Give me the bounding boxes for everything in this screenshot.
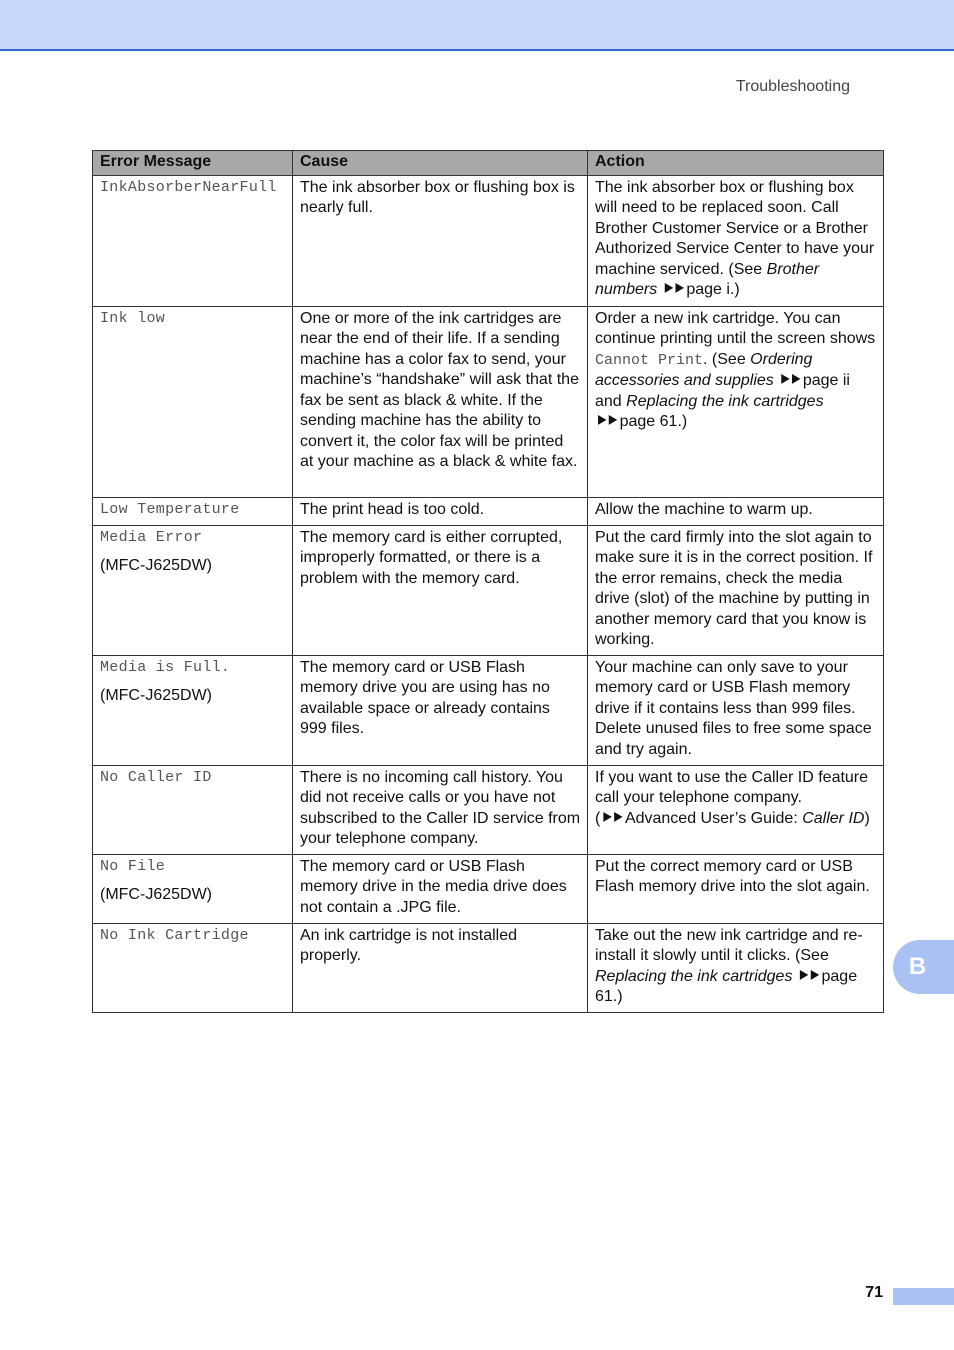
action-text: Put the correct memory card or USB Flash memory drive into the slot again.	[595, 857, 870, 895]
action-text: Cannot Print	[595, 351, 704, 369]
double-arrow-icon: ⯈⯈	[595, 413, 617, 430]
error-message-cell	[93, 923, 293, 1012]
action-text: Replacing the ink cartridges	[595, 967, 793, 985]
action-cell	[588, 854, 884, 923]
action-text: The ink absorber box or flushing box will need to be replaced soon. Call Brother Customer Service or a Brother Authorized Service Center to have your machine serviced. (See	[595, 178, 875, 278]
column-header-cause: Cause	[293, 151, 588, 176]
error-message-cell	[93, 175, 293, 306]
action-text: page i.)	[686, 281, 740, 298]
action-text: Advanced User’s Guide:	[624, 809, 803, 827]
header-band	[0, 0, 954, 51]
error-code: Media Error	[100, 528, 203, 546]
error-code: No Caller ID	[100, 768, 212, 786]
column-header-error-message: Error Message	[93, 151, 293, 176]
error-code: InkAbsorberNearFull	[100, 178, 277, 196]
footer-bar	[893, 1288, 954, 1305]
error-code: Ink low	[100, 309, 166, 327]
table-row	[93, 655, 884, 765]
model-note: (MFC-J625DW)	[100, 557, 212, 574]
table-row	[93, 923, 884, 1012]
cause-cell: The memory card is either corrupted, improperly formatted, or there is a problem with the memory card.	[293, 525, 588, 655]
model-note: (MFC-J625DW)	[100, 687, 212, 704]
action-text: Replacing the ink cartridges	[626, 392, 824, 410]
double-arrow-icon: ⯈⯈	[661, 281, 684, 298]
cause-cell: The ink absorber box or flushing box is nearly full.	[293, 175, 588, 306]
action-text: page ii and	[595, 372, 850, 410]
action-text: Caller ID	[802, 809, 865, 827]
action-cell	[588, 923, 884, 1012]
page-number: 71	[865, 1284, 883, 1301]
action-cell	[588, 175, 884, 306]
error-code: No File	[100, 857, 166, 875]
action-text: Ordering accessories and supplies	[595, 350, 813, 389]
error-code: Low Temperature	[100, 500, 240, 518]
error-message-cell	[93, 497, 293, 525]
cause-cell: An ink cartridge is not installed properly.	[293, 923, 588, 1012]
cause-cell: The memory card or USB Flash memory drive you are using has no available space or already contains 999 files.	[293, 655, 588, 765]
table-row	[93, 497, 884, 525]
cause-cell: There is no incoming call history. You did not receive calls or you have not subscribed to the Caller ID service from your telephone company.	[293, 765, 588, 854]
section-title: Troubleshooting	[735, 78, 850, 95]
action-text: . (See	[703, 350, 751, 368]
error-message-cell	[93, 306, 293, 497]
action-text: Order a new ink cartridge. You can continue printing until the screen shows	[595, 309, 876, 347]
action-text: Your machine can only save to your memory card or USB Flash memory drive if it contains less than 999 files. Delete unused files to free some space and try again.	[595, 658, 872, 758]
cause-cell: The print head is too cold.	[293, 497, 588, 525]
action-cell	[588, 655, 884, 765]
table-row	[93, 525, 884, 655]
error-message-cell	[93, 854, 293, 923]
table-row	[93, 765, 884, 854]
error-code: Media is Full.	[100, 658, 231, 676]
chapter-tab: B	[893, 940, 954, 994]
double-arrow-icon: ⯈⯈	[796, 967, 819, 985]
table-row	[93, 854, 884, 923]
action-text: Allow the machine to warm up.	[595, 500, 813, 518]
error-code: No Ink Cartridge	[100, 926, 249, 944]
action-cell	[588, 306, 884, 497]
action-text: )	[864, 809, 870, 827]
column-header-action: Action	[588, 151, 884, 176]
action-cell	[588, 765, 884, 854]
table-row	[93, 175, 884, 306]
cause-cell: The memory card or USB Flash memory drive in the media drive does not contain a .JPG file.	[293, 854, 588, 923]
action-text: If you want to use the Caller ID feature call your telephone company. (	[595, 768, 869, 827]
model-note: (MFC-J625DW)	[100, 886, 212, 903]
cause-cell: One or more of the ink cartridges are near the end of their life. If a sending machine has a color fax to send, your machine’s “handshake” will ask that the fax be sent as black & white. If the sending machine has the ability to convert it, the color fax will be printed at your machine as a black & white fax.	[293, 306, 588, 497]
double-arrow-icon: ⯈⯈	[778, 372, 800, 389]
table-row	[93, 306, 884, 497]
action-text: page 61.)	[595, 967, 858, 1005]
action-text: Brother numbers	[595, 260, 820, 298]
error-message-cell	[93, 765, 293, 854]
action-cell	[588, 497, 884, 525]
action-text: Put the card firmly into the slot again to make sure it is in the correct position. If the error remains, check the media drive (slot) of the machine by putting in another memory card that you know is working.	[595, 528, 873, 648]
action-text: page 61.)	[619, 413, 688, 430]
double-arrow-icon: ⯈⯈	[600, 809, 622, 827]
action-text: Take out the new ink cartridge and re-install it slowly until it clicks. (See	[595, 926, 863, 964]
table-header-row	[93, 151, 884, 176]
action-cell	[588, 525, 884, 655]
error-message-table	[92, 150, 884, 1013]
error-message-cell	[93, 655, 293, 765]
error-message-cell	[93, 525, 293, 655]
